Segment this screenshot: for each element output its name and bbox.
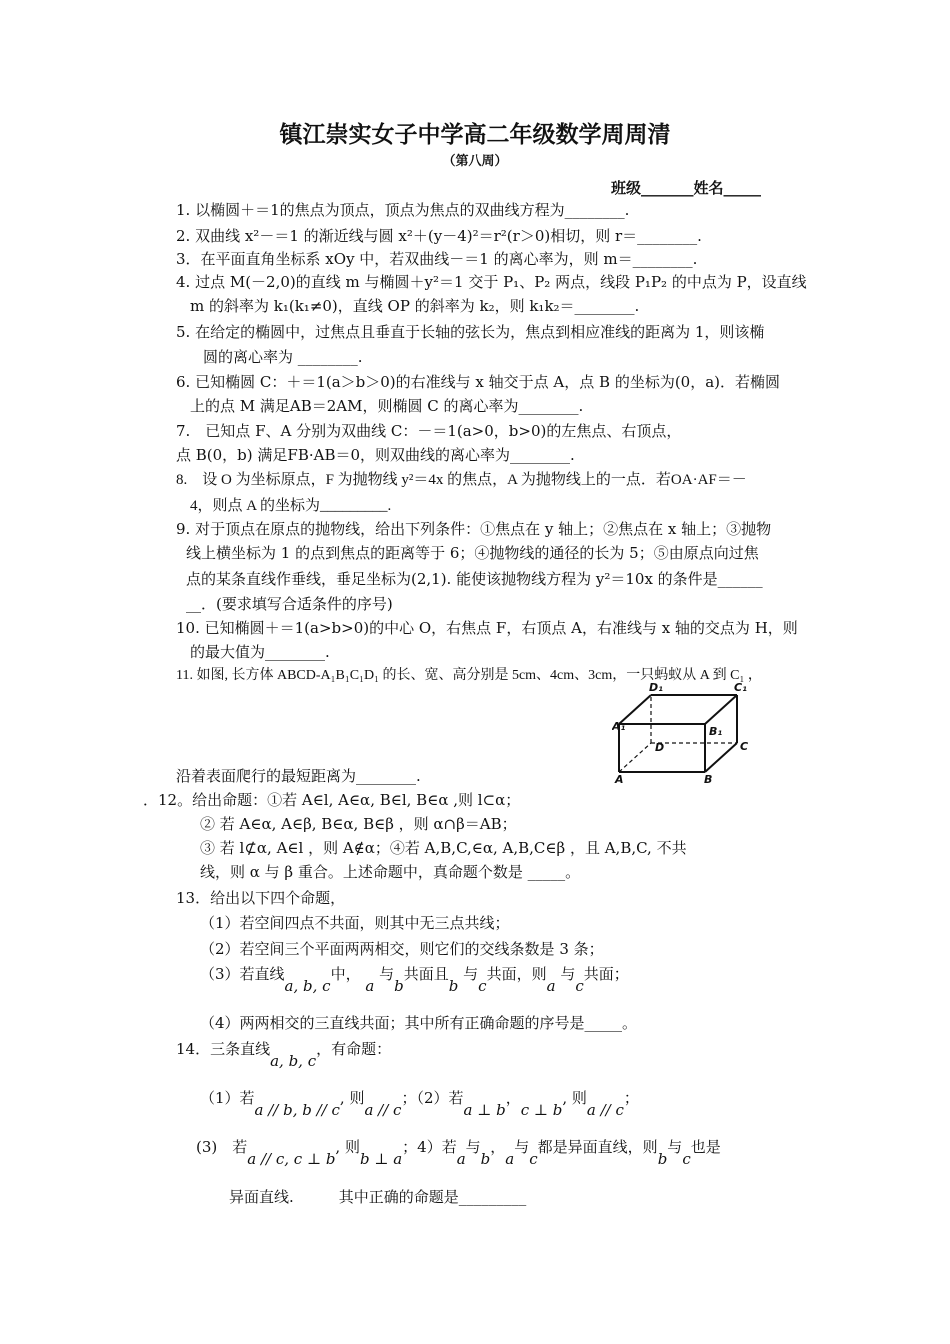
question-6-line-1: 6. 已知椭圆 C：＋＝1(a＞b＞0)的右准线与 x 轴交于点 A，点 B 的坐标为(0，a)．若椭圆 — [176, 373, 781, 391]
question-5-line-1: 5. 在给定的椭圆中，过焦点且垂直于长轴的弦长为，焦点到相应准线的距离为 1，则该椭 — [176, 323, 765, 341]
label-a: A — [615, 773, 624, 785]
question-14-line-4: 异面直线. 其中正确的命题是_________ — [229, 1188, 527, 1206]
question-13-item-3: （3）若直线a, b, c中， a 与b共面且b 与c共面，则a 与c共面； — [200, 965, 629, 995]
question-4-line-1: 4. 过点 M(－2,0)的直线 m 与椭圆＋y²＝1 交于 P₁、P₂ 两点，线段 P₁P₂ 的中点为 P，设直线 — [176, 273, 807, 291]
question-7-line-2: 点 B(0，b) 满足FB·AB＝0，则双曲线的离心率为________. — [176, 446, 575, 464]
question-14-line-1: 14．三条直线a, b, c，有命题： — [176, 1040, 392, 1070]
question-7-line-1: 7. 已知点 F、A 分别为双曲线 C：－＝1(a>0，b>0)的左焦点、右顶点， — [176, 422, 682, 440]
label-d1: D₁ — [649, 681, 663, 694]
question-13-line-2: （1）若空间四点不共面，则其中无三点共线； — [200, 914, 510, 932]
question-9-line-1: 9. 对于顶点在原点的抛物线，给出下列条件：①焦点在 y 轴上；②焦点在 x 轴上；③抛物 — [176, 520, 772, 538]
page-subtitle: （第八周） — [442, 154, 508, 169]
question-10-line-2: 的最大值为________. — [190, 643, 330, 661]
label-b: B — [704, 773, 713, 785]
question-3: 3．在平面直角坐标系 xOy 中，若双曲线－＝1 的离心率为，则 m＝________. — [176, 250, 698, 268]
question-12-line-4: 线，则 α 与 β 重合。上述命题中，真命题个数是 _____。 — [200, 863, 581, 881]
question-10-line-1: 10. 已知椭圆＋＝1(a>b>0)的中心 O，右焦点 F，右顶点 A，右准线与 x 轴的交点为 H，则 — [176, 619, 798, 637]
question-8-line-1: 8. 设 O 为坐标原点，F 为抛物线 y²＝4x 的焦点，A 为抛物线上的一点．若OA·AF＝－ — [176, 472, 747, 488]
question-11-line-1: 11. 如图, 长方体 ABCD-A₁B₁C₁D₁ 的长、宽、高分别是 5cm、4cm、3cm，一只蚂蚁从 A 到 C₁ ， — [176, 668, 762, 683]
question-8-line-2: 4，则点 A 的坐标为_________. — [190, 498, 392, 514]
question-13-line-3: （2）若空间三个平面两两相交，则它们的交线条数是 3 条； — [200, 940, 604, 958]
question-12-line-1: ．12。给出命题：①若 A∈l, A∈α, B∈l, B∈α ,则 l⊂α； — [143, 791, 521, 809]
question-13-line-1: 13．给出以下四个命题， — [176, 889, 346, 907]
label-d: D — [655, 741, 665, 754]
edge-b1c1 — [705, 695, 737, 724]
label-c: C — [740, 740, 749, 753]
question-14-line-2: （1）若a // b, b // c, 则a // c；（2）若a ⊥ b，c ⊥ b, 则a // c； — [200, 1089, 639, 1119]
question-5-line-2: 圆的离心率为 ________. — [203, 348, 363, 366]
question-12-line-3: ③ 若 l⊄α, A∈l ，则 A∉α；④若 A,B,C,∈α, A,B,C∈β ，且 A,B,C, 不共 — [200, 839, 687, 857]
question-9-line-2: 线上横坐标为 1 的点到焦点的距离等于 6；④抛物线的通径的长为 5；⑤由原点向过焦 — [186, 544, 759, 562]
question-9-line-4: __．(要求填写合适条件的序号) — [186, 595, 393, 613]
cuboid-figure — [612, 680, 762, 785]
question-2: 2. 双曲线 x²－＝1 的渐近线与圆 x²＋(y－4)²＝r²(r＞0)相切，则 r＝________. — [176, 227, 702, 245]
edge-bc — [705, 743, 737, 772]
class-name-field: 班级_______姓名_____ — [611, 179, 762, 197]
label-a1: A₁ — [612, 720, 626, 733]
label-c1: C₁ — [734, 681, 747, 694]
question-12-line-2: ② 若 A∈α, A∈β, B∈α, B∈β ，则 α∩β＝AB； — [200, 815, 517, 833]
question-6-line-2: 上的点 M 满足AB＝2AM，则椭圆 C 的离心率为________. — [190, 397, 584, 415]
question-9-line-3: 点的某条直线作垂线，垂足坐标为(2,1). 能使该抛物线方程为 y²＝10x 的条件是______ — [186, 570, 763, 588]
question-11-line-2: 沿着表面爬行的最短距离为________. — [176, 767, 421, 785]
hidden-edge-ad — [619, 743, 651, 772]
question-4-line-2: m 的斜率为 k₁(k₁≠0)，直线 OP 的斜率为 k₂，则 k₁k₂＝________. — [190, 297, 640, 315]
question-13-line-4: （4）两两相交的三直线共面；其中所有正确命题的序号是_____。 — [200, 1014, 638, 1032]
page-title: 镇江崇实女子中学高二年级数学周周清 — [279, 121, 671, 148]
label-b1: B₁ — [709, 725, 723, 738]
question-14-line-3: (3) 若a // c, c ⊥ b, 则b ⊥ a；4）若a与b，a与c都是异面直线，则b与c也是 — [196, 1138, 721, 1168]
question-1: 1. 以椭圆＋＝1的焦点为顶点，顶点为焦点的双曲线方程为________. — [176, 201, 630, 219]
